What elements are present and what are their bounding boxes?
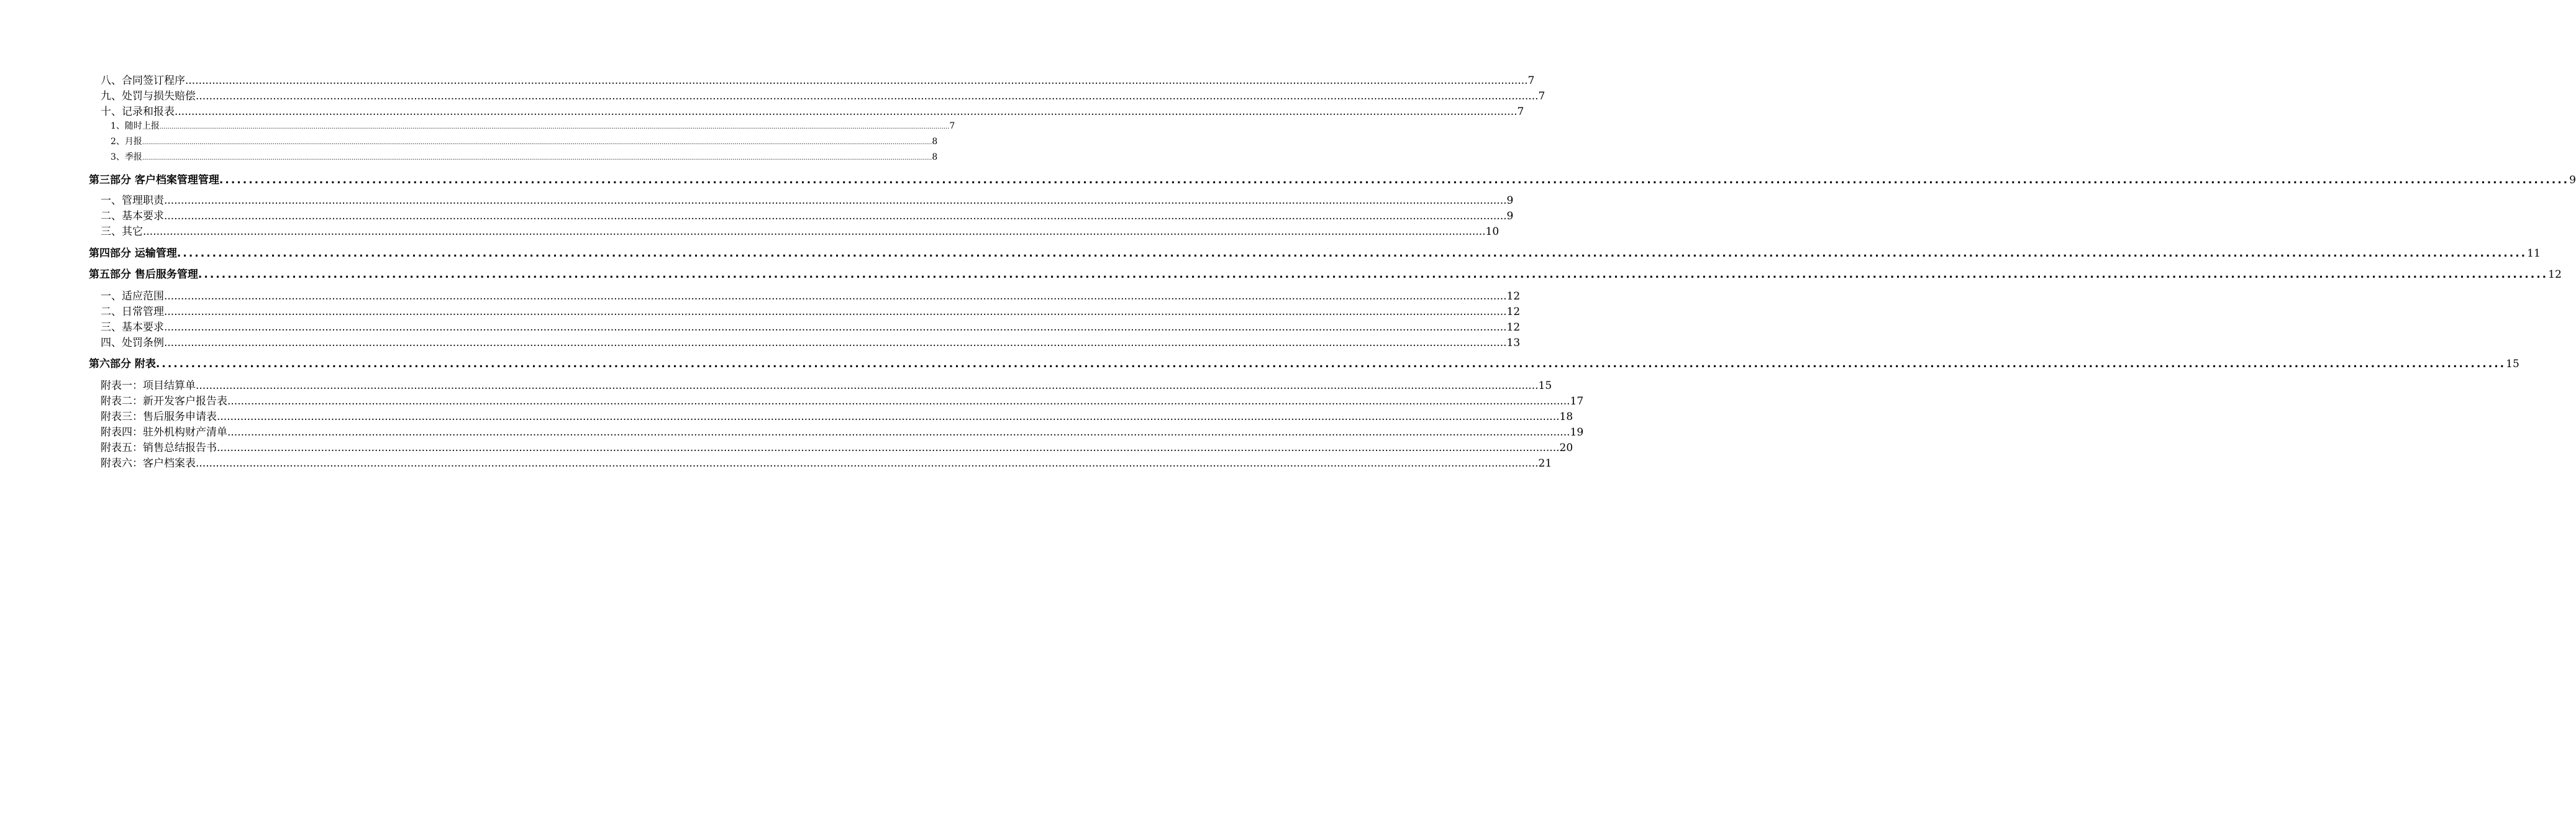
toc-dot-leader: ................................................................................................................................................................................................................................................................................................................................................................................................................ xyxy=(217,411,1560,423)
toc-part-heading[interactable] xyxy=(89,355,2519,370)
toc-page-number: 12 xyxy=(1506,306,1521,318)
toc-entry-title: 随时上报 xyxy=(124,121,160,131)
toc-page-number: 19 xyxy=(1570,426,1584,439)
toc-entry-title: 附表六：客户档案表 xyxy=(101,457,196,470)
toc-entry-number: 一、 xyxy=(101,194,122,207)
toc-entry-title: 附表四：驻外机构财产清单 xyxy=(101,426,227,439)
toc-entry-title: 附表三：售后服务申请表 xyxy=(101,411,217,423)
toc-page-number: 12 xyxy=(1506,290,1521,303)
toc-entry[interactable] xyxy=(101,207,1514,222)
toc-dot-leader: ................................................................................................................................................................................................................................................................................................................................................................................................................ xyxy=(155,358,2506,370)
toc-entry-number: 四、 xyxy=(101,337,122,349)
toc-dot-leader: ................................................................................................................................................................................................................................................................................................................................................................................................................ xyxy=(164,290,1507,303)
toc-entry-title: 适应范围 xyxy=(122,290,164,303)
toc-page-number: 17 xyxy=(1570,395,1584,408)
toc-page-number: 7 xyxy=(1527,75,1535,87)
toc-entry[interactable] xyxy=(101,318,1521,334)
toc-entry-title: 管理职责 xyxy=(122,194,164,207)
toc-entry[interactable] xyxy=(111,135,938,147)
toc-entry-title: 合同签订程序 xyxy=(122,75,185,87)
toc-dot-leader: ................................................................................................................................................................................................................................................................................................................................................................................................................ xyxy=(198,268,2549,281)
toc-entry[interactable] xyxy=(111,150,938,163)
toc-page-number: 15 xyxy=(2506,358,2519,370)
toc-dot-leader: ................................................................................................................................................................................................................................................................................................................................................................................................................ xyxy=(219,174,2570,186)
toc-page-number: 10 xyxy=(1485,226,1500,238)
toc-entry-title: 日常管理 xyxy=(122,306,164,318)
toc-dot-leader: ................................................................................................................................................................................................................................................................................................................................................................................................................ xyxy=(164,337,1507,349)
toc-page-number: 18 xyxy=(1559,411,1573,423)
toc-dot-leader: ................................................................................................................................................................................................................................................................................................................................................................................................................ xyxy=(176,247,2528,260)
toc-entry-number: 十、 xyxy=(101,106,122,118)
toc-entry[interactable] xyxy=(101,454,1552,470)
toc-entry-title: 季报 xyxy=(124,152,142,162)
toc-entry-title: 附表二：新开发客户报告表 xyxy=(101,395,227,408)
toc-entry[interactable] xyxy=(111,119,955,132)
toc-page-number: 7 xyxy=(949,121,955,131)
toc-page-number: 15 xyxy=(1538,380,1552,392)
toc-entry-title: 第六部分 附表 xyxy=(89,358,156,370)
toc-page-number: 8 xyxy=(932,137,938,147)
toc-dot-leader: ................................................................................................................................................................................................................................................................................................................................................................................................................ xyxy=(196,457,1539,470)
toc-entry-number: 二、 xyxy=(101,306,122,318)
toc-dot-leader: ................................................................................................................................................................................................................................................................................................................................................................................................................ xyxy=(164,306,1507,318)
toc-entry-title: 其它 xyxy=(122,226,143,238)
toc-page-number: 11 xyxy=(2527,247,2541,260)
toc-entry[interactable] xyxy=(101,376,1552,392)
toc-entry-title: 基本要求 xyxy=(122,210,164,222)
toc-dot-leader: ................................................................................................................................................................................................................................................................................................................................................................................................................ xyxy=(159,124,950,130)
toc-entry-title: 第三部分 客户档案管理管理 xyxy=(89,174,219,186)
toc-page-number: 7 xyxy=(1538,90,1545,103)
toc-page-number: 7 xyxy=(1517,106,1524,118)
toc-page-number: 9 xyxy=(1506,210,1514,222)
toc-entry-number: 2、 xyxy=(111,137,125,147)
toc-page-number: 9 xyxy=(1506,194,1514,207)
toc-entry-number: 九、 xyxy=(101,90,122,103)
toc-entry-number: 一、 xyxy=(101,290,122,303)
toc-entry-number: 八、 xyxy=(101,75,122,87)
toc-entry[interactable] xyxy=(101,71,1535,87)
toc-entry-title: 附表一：项目结算单 xyxy=(101,380,196,392)
toc-dot-leader: ................................................................................................................................................................................................................................................................................................................................................................................................................ xyxy=(217,442,1560,454)
toc-entry[interactable] xyxy=(101,408,1573,423)
toc-dot-leader: ................................................................................................................................................................................................................................................................................................................................................................................................................ xyxy=(164,194,1507,207)
toc-dot-leader: ................................................................................................................................................................................................................................................................................................................................................................................................................ xyxy=(185,75,1528,87)
toc-entry-title: 第五部分 售后服务管理 xyxy=(89,268,198,281)
toc-dot-leader: ................................................................................................................................................................................................................................................................................................................................................................................................................ xyxy=(142,155,932,162)
toc-page-number: 12 xyxy=(1506,321,1521,334)
toc-dot-leader: ................................................................................................................................................................................................................................................................................................................................................................................................................ xyxy=(196,90,1539,103)
toc-entry[interactable] xyxy=(101,303,1521,318)
toc-entry[interactable] xyxy=(101,87,1545,103)
toc-entry[interactable] xyxy=(101,423,1584,439)
toc-dot-leader: ................................................................................................................................................................................................................................................................................................................................................................................................................ xyxy=(143,226,1486,238)
toc-dot-leader: ................................................................................................................................................................................................................................................................................................................................................................................................................ xyxy=(175,106,1518,118)
toc-entry[interactable] xyxy=(101,222,1500,238)
toc-dot-leader: ................................................................................................................................................................................................................................................................................................................................................................................................................ xyxy=(227,395,1570,408)
toc-dot-leader: ................................................................................................................................................................................................................................................................................................................................................................................................................ xyxy=(164,210,1507,222)
toc-page-number: 21 xyxy=(1538,457,1552,470)
toc-entry-title: 月报 xyxy=(124,137,142,147)
toc-entry[interactable] xyxy=(101,439,1573,454)
toc-entry-title: 基本要求 xyxy=(122,321,164,334)
toc-entry-number: 二、 xyxy=(101,210,122,222)
toc-entry-title: 附表五：销售总结报告书 xyxy=(101,442,217,454)
toc-entry-number: 三、 xyxy=(101,321,122,334)
toc-entry[interactable] xyxy=(101,392,1584,408)
toc-part-heading[interactable] xyxy=(89,244,2541,260)
toc-dot-leader: ................................................................................................................................................................................................................................................................................................................................................................................................................ xyxy=(196,380,1539,392)
toc-entry[interactable] xyxy=(101,334,1521,349)
toc-entry-title: 记录和报表 xyxy=(122,106,175,118)
toc-entry-title: 第四部分 运输管理 xyxy=(89,247,177,260)
toc-entry-title: 处罚条例 xyxy=(122,337,164,349)
toc-entry-number: 3、 xyxy=(111,152,125,162)
toc-part-heading[interactable] xyxy=(89,265,2562,281)
toc-entry-title: 处罚与损失赔偿 xyxy=(122,90,196,103)
toc-entry-number: 三、 xyxy=(101,226,122,238)
toc-page-number: 9 xyxy=(2569,174,2576,186)
toc-page-number: 20 xyxy=(1559,442,1573,454)
toc-part-heading[interactable] xyxy=(89,171,2576,186)
toc-entry[interactable] xyxy=(101,103,1524,118)
toc-entry[interactable] xyxy=(101,287,1521,303)
toc-dot-leader: ................................................................................................................................................................................................................................................................................................................................................................................................................ xyxy=(142,139,932,146)
toc-page-number: 8 xyxy=(932,152,938,162)
toc-page-number: 13 xyxy=(1506,337,1521,349)
toc-entry-number: 1、 xyxy=(111,121,125,131)
toc-page-number: 12 xyxy=(2548,268,2562,281)
toc-dot-leader: ................................................................................................................................................................................................................................................................................................................................................................................................................ xyxy=(227,426,1570,439)
toc-dot-leader: ................................................................................................................................................................................................................................................................................................................................................................................................................ xyxy=(164,321,1507,334)
toc-entry[interactable] xyxy=(101,191,1514,207)
